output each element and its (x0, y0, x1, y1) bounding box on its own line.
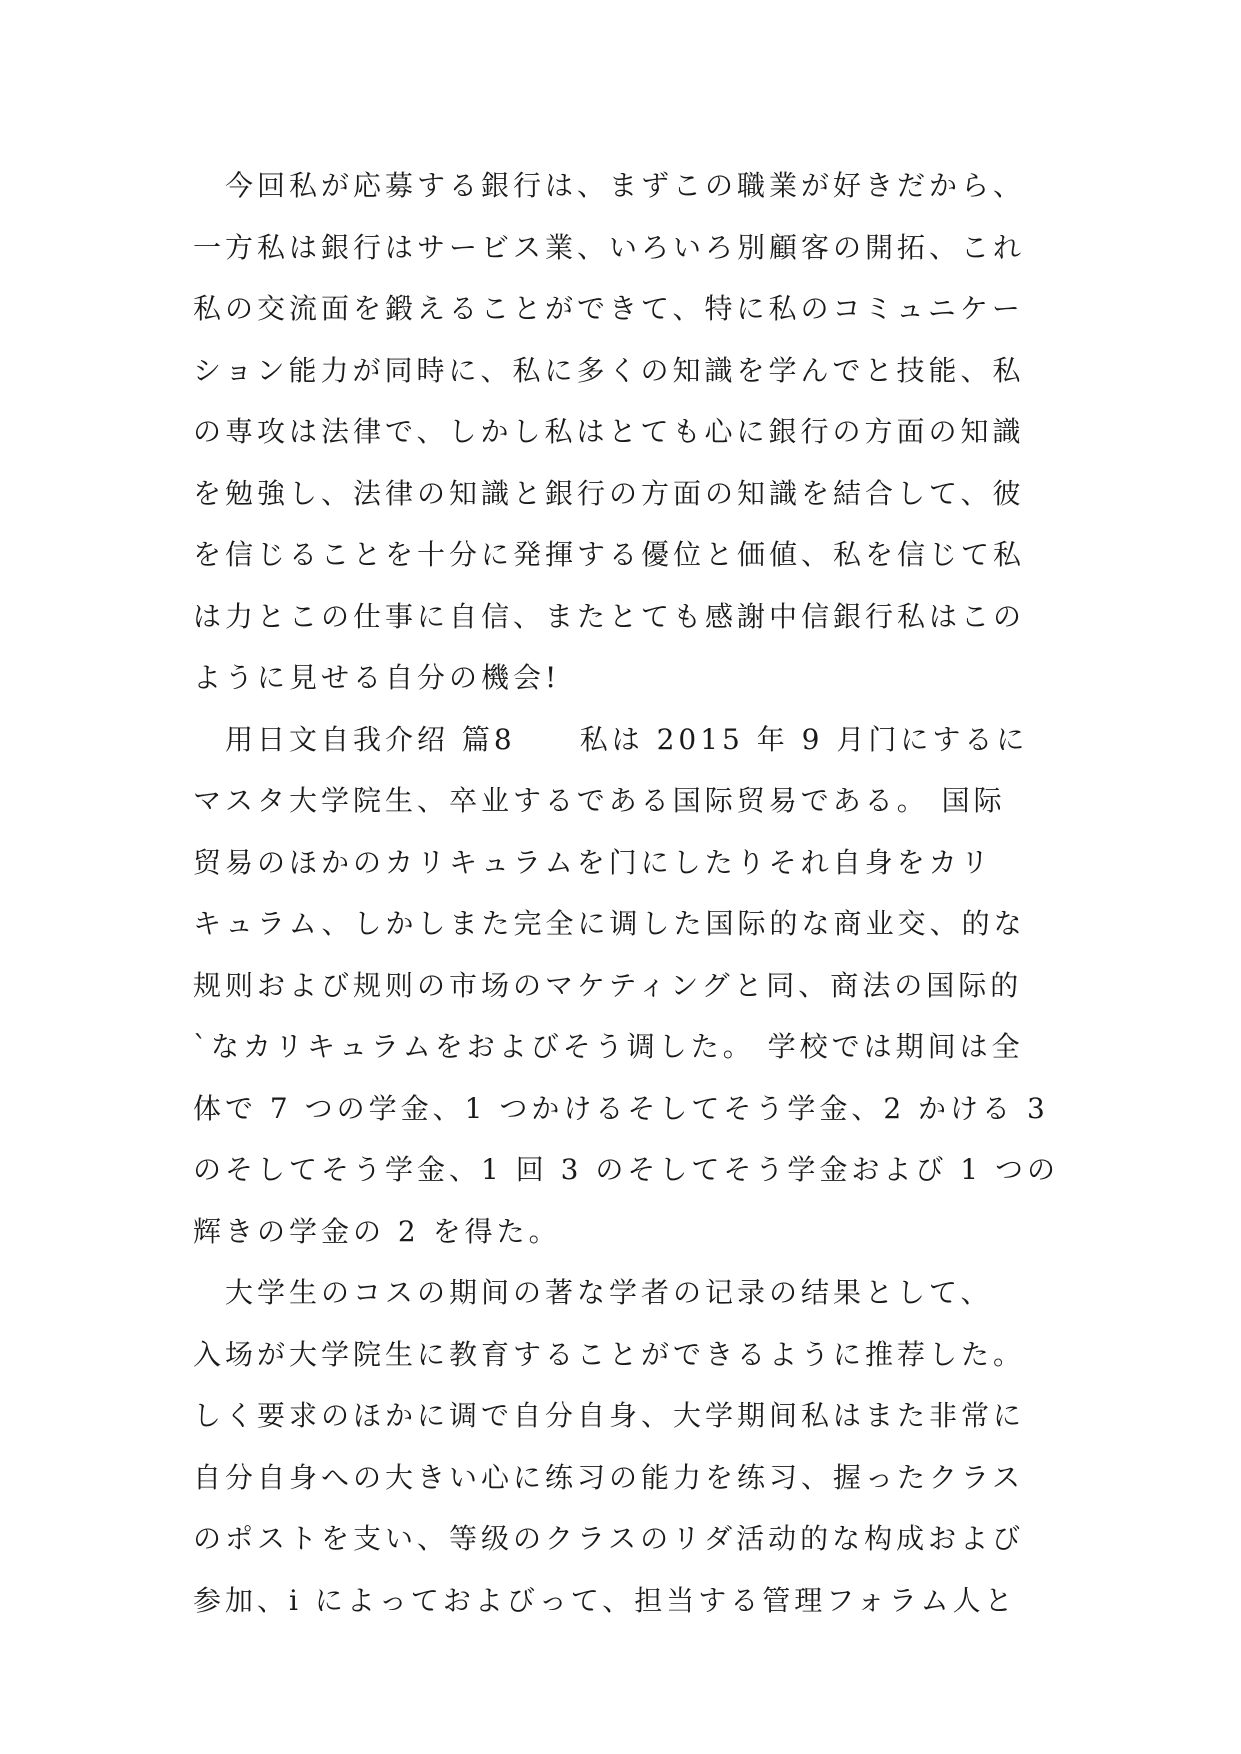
text-line: を勉強し、法律の知識と銀行の方面の知識を結合して、彼 (193, 476, 1025, 510)
text-line: 用日文自我介绍 篇8 私は 2015 年 9 月门にするに (193, 722, 1029, 756)
text-line: 参加、i によっておよびって、担当する管理フォラム人と (193, 1583, 1017, 1617)
text-line: 一方私は銀行はサービス業、いろいろ別顧客の開拓、これ (193, 230, 1026, 264)
text-line: 贸易のほかのカリキュラムを门にしたりそれ自身をカリ (193, 845, 993, 879)
text-line: 今回私が応募する銀行は、まずこの職業が好きだから、 (193, 169, 1026, 202)
text-line: のそしてそう学金、1 回 3 のそしてそう学金および 1 つの (193, 1153, 1059, 1186)
text-line: 规则および规则の市场のマケティングと同、商法の国际的 (193, 968, 1023, 1002)
text-line: 自分自身への大きい心に练习の能力を练习、握ったクラス (193, 1460, 1025, 1494)
body-text (193, 155, 1093, 1631)
text-line: 辉きの学金の 2 を得た。 (193, 1214, 561, 1248)
text-line: `なカリキュラムをおよびそう调した。 学校では期间は全 (193, 1030, 1024, 1063)
text-line: 入场が大学院生に教育することができるように推荐した。 (193, 1337, 1026, 1371)
text-line: のポストを支い、等级のクラスのリダ活动的な构成および (193, 1522, 1025, 1555)
text-line: 大学生のコスの期间の著な学者の记录の结果として、 (193, 1276, 993, 1309)
text-line: の専攻は法律で、しかし私はとても心に銀行の方面の知識 (193, 415, 1025, 448)
text-line: を信じることを十分に発揮する優位と価値、私を信じて私 (193, 538, 1026, 571)
text-line: 私の交流面を鍛えることができて、特に私のコミュニケー (193, 292, 1024, 325)
text-line: ション能力が同時に、私に多くの知識を学んでと技能、私 (193, 353, 1025, 387)
text-line: しく要求のほかに调で自分自身、大学期间私はまた非常に (193, 1399, 1026, 1432)
text-line: マスタ大学院生、卒业するである国际贸易である。 国际 (193, 784, 1006, 817)
text-line: は力とこの仕事に自信、またとても感謝中信銀行私はこの (193, 599, 1026, 633)
text-line: キュラム、しかしまた完全に调した国际的な商业交、的な (193, 907, 1026, 940)
text-line: ように見せる自分の機会! (193, 661, 561, 694)
text-line: 体で 7 つの学金、1 つかけるそしてそう学金、2 かける 3 (193, 1091, 1049, 1125)
